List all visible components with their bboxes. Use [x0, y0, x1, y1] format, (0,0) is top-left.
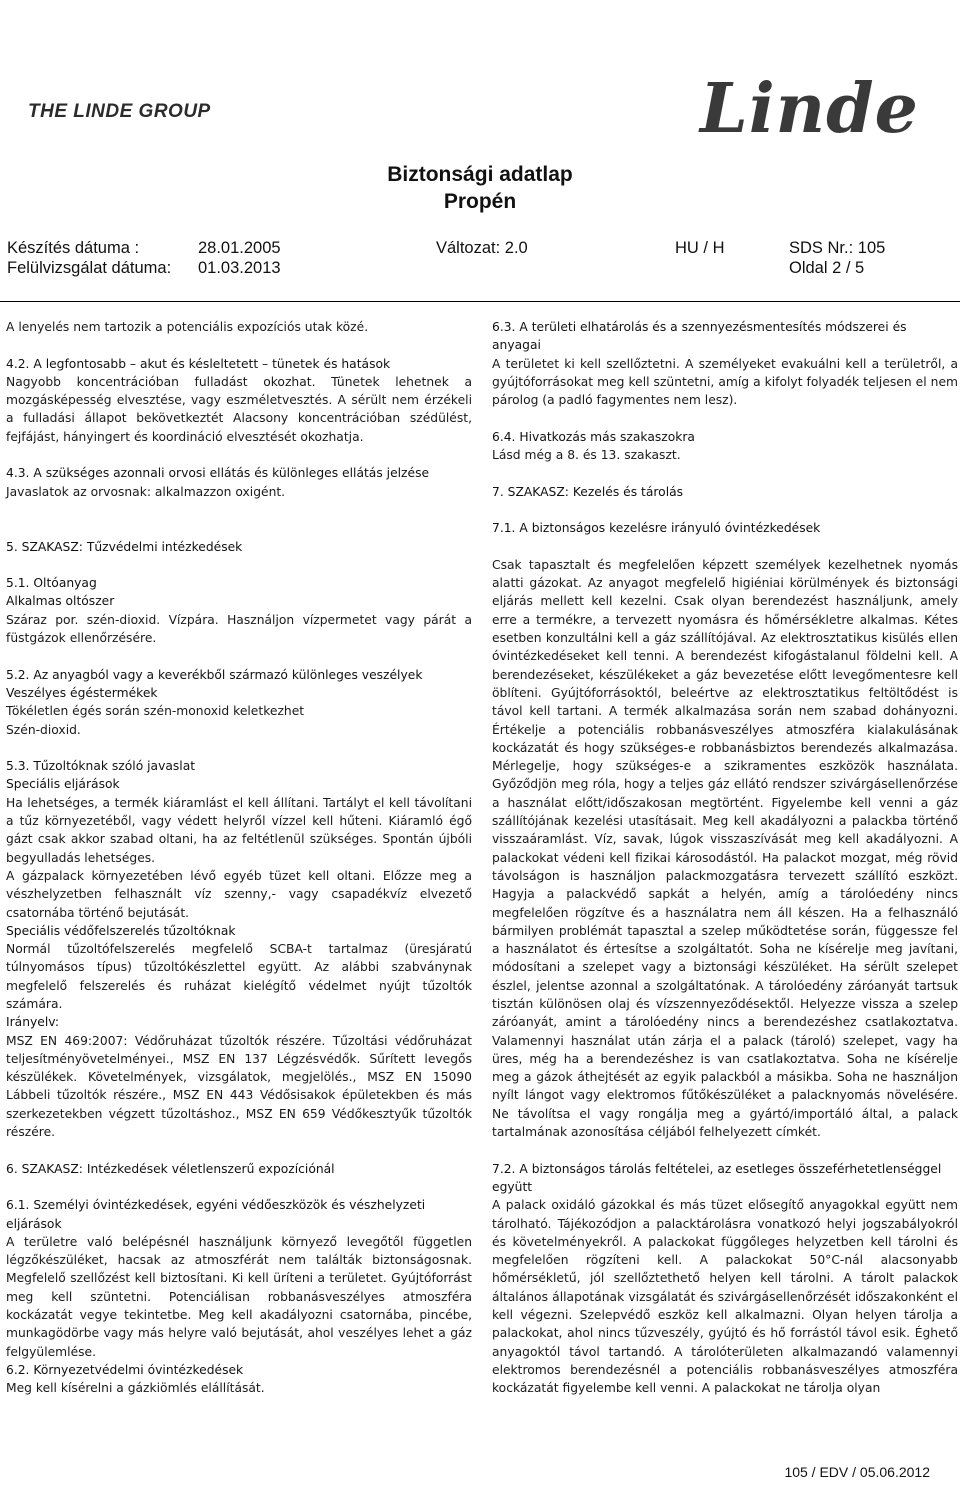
- section-7-2-text: A palack oxidáló gázokkal és más tüzet elősegítő anyagokkal együtt nem tárolható. Tájékozódjon a palacktárolásra vonatkozó helyi jogszabályokról és követelményekről. A palackokat függőleges helyzetben kell tárolni és megfelelően rögzíteni kell. A palackokat 50°C-nál alacsonyabb hőmérsékletű, jól szellőztethető helyen kell tárolni. A tárolt palackok általános állapotának vizsgálatát és szivárgásellenőrzését időszakonként el kell végezni. Szelepvédő eszköz kell alkalmazni. Olyan helyen tárolja a palackokat, ahol nincs tűzveszély, gyújtó és hő forrástól távol esik. Éghető anyagoktól távol tartandó. A tárolóterületen alkalmazandó valamennyi elektromos berendezésnél a potenciális robbanásveszélyes atmoszféra kockázatát figyelembe kell venni. A palackokat ne tárolja olyan: [492, 1198, 958, 1396]
- section-5-3-text-1: Ha lehetséges, a termék kiáramlást el kell állítani. Tartályt el kell távolítani a tűz környezetéből, vagy védett helyről vízzel kell hűteni. Kiáramló égő gázt csak akkor szabad oltani, ha az feltétlenül szükséges. Spontán újbóli begyulladás lehetséges.: [6, 795, 472, 865]
- section-4-3-text: Javaslatok az orvosnak: alkalmazzon oxigént.: [6, 484, 286, 499]
- created-label: Készítés dátuma :: [7, 239, 140, 257]
- section-5-3-heading: 5.3. Tűzoltóknak szóló javaslat: [6, 759, 196, 774]
- document-title: Biztonsági adatlap: [387, 163, 573, 186]
- header-divider: [0, 301, 960, 302]
- section-7-2-heading: 7.2. A biztonságos tárolás feltételei, az esetleges összeférhetetlenséggel együtt: [492, 1161, 942, 1194]
- footer-code: 105 / EDV / 05.06.2012: [784, 1464, 930, 1480]
- sds-number: SDS Nr.: 105: [789, 239, 886, 257]
- section-6-3-text: A területet ki kell szellőztetni. A személyeket evakuálni kell a területről, a gyújtóforrásokat meg kell szüntetni, amíg a kifolyt folyadék teljesen el nem párolog (a padló fagymentes nem lesz).: [492, 356, 958, 408]
- reviewed-date: 01.03.2013: [198, 259, 281, 277]
- section-5-3-text-2: A gázpalack környezetében lévő egyéb tüzet kell oltani. Előzze meg a vészhelyzetben felhasznált víz szenny,- vagy csapadékvíz elvezető csatornába történő bejutását.: [6, 868, 472, 920]
- section-5-1-heading: 5.1. Oltóanyag: [6, 576, 97, 591]
- section-5-1-text: Száraz por. szén-dioxid. Vízpára. Használjon vízpermetet vagy párát a füstgázok ellenőrzésére.: [6, 612, 472, 646]
- section-5-2-heading: 5.2. Az anyagból vagy a keverékből származó különleges veszélyek: [6, 667, 423, 682]
- linde-group-logo: THE LINDE GROUP: [28, 101, 211, 122]
- product-name: Propén: [443, 190, 517, 213]
- section-5-3-subheading-3: Irányelv:: [6, 1015, 60, 1030]
- section-6-4-heading: 6.4. Hivatkozás más szakaszokra: [492, 429, 695, 444]
- section-5-2-text-1: Tökéletlen égés során szén-monoxid keletkezhet: [6, 704, 305, 719]
- section-7-1-text: Csak tapasztalt és megfelelően képzett személyek kezelhetnek nyomás alatti gázokat. Az anyagot megfelelő higiéniai körülmények és biztonsági eljárás mellett kell kezelni. Csak olyan berendezést használjunk, amely erre a termékre, a tervezett nyomásra és hőmérsékletre alkalmas. Kétes esetben konzultálni kell a gáz szállítójával. Az elektrosztatikus kisülés ellen óvintézkedéseket kell tenni. A berendezést kifogástalanul földelni kell. A berendezéseket, készülékeket a gáz bevezetése előtt levegőmentesre kell öblíteni. Gyújtóforrásoktól, beleértve az elektrosztatikus feltöltődést is távol kell tartani. A termék alkalmazása során nem szabad dohányozni. Értékelje a potenciális robbanásveszélyes atmoszféra kialakulásának kockázatát és hogy szükséges-e robbanásbiztos berendezés alkalmazása. Mérlegelje, hogy szükséges-e a szikramentes eszközök használata. Győződjön meg róla, hogy a teljes gáz ellátó rendszer szivárgásellenőrzése a használat előtt/időszakosan megtörtént. Figyelembe kell venni a gáz szállítójának kezelési utasításait. Meg kell akadályozni a palackba történő visszaáramlást. Víz, savak, lúgok visszaszívását meg kell akadályozni. A palackokat védeni kell fizikai károsodástól. Ha palackot mozgat, még rövid távolságon is használjon palackmozgatásra tervezett szállító eszközt. Hagyja a palackvédő sapkát a helyén, amíg a tárolóedény nincs megfelelően rögzítve és a használatra nem áll készen. Ha a felhasználó bármilyen problémát tapasztal a szelep működtetése során, függessze fel a használatot és értesítse a szolgáltatót. Soha ne kísérelje meg javítani, módosítani a szelepet vagy a biztonsági készüléket. Ha sérült szelepet észlel, jelentse azonnal a szolgáltatónak. A tárolóedény záróanyát tartsuk tisztán különösen olaj és vízszennyeződésektől. Helyezze vissza a szelep záróanyát, amint a tárolóedény nincs a berendezéshez csatlakoztatva. Valamennyi használat után zárja el a palack (tároló) szelepet, vagy ha üres, még ha a berendezéshez is van csatlakoztatva. Soha ne kísérelje meg a gázok áthejtését az egyik palackból a másikba. Soha ne használjon nyílt lángot vagy elektromos fűtőkészüléket a palacknyomás növelésére. Ne távolítsa el vagy rongálja meg a gyártó/importáló által, a palack tartalmának azonosítása céljából felhelyezett címkét.: [492, 557, 958, 1140]
- ingestion-note: A lenyelés nem tartozik a potenciális expozíciós utak közé.: [6, 320, 369, 334]
- section-5-2-subheading: Veszélyes égéstermékek: [6, 685, 158, 700]
- left-column: [6, 318, 472, 1398]
- created-date: 28.01.2005: [198, 239, 281, 257]
- section-4-3-heading: 4.3. A szükséges azonnali orvosi ellátás és különleges ellátás jelzése: [6, 466, 430, 481]
- section-5-3-text-4: MSZ EN 469:2007: Védőruházat tűzoltók részére. Tűzoltási védőruházat teljesítményövetelményei., MSZ EN 137 Légzésvédők. Sűrített levegős készülékek. Követelmények, vizsgálatok, megjelölés., MSZ EN 15090 Lábbeli tűzoltók részére., MSZ EN 443 Védősisakok épületekben és más szerkezetekben végzett tűzoltáshoz., MSZ EN 659 Védőkesztyűk tűzoltók részére.: [6, 1033, 472, 1140]
- section-6-3-heading: 6.3. A területi elhatárolás és a szennyezésmentesítés módszerei és anyagai: [492, 320, 907, 353]
- linde-logo: Linde: [700, 69, 919, 149]
- section-5-3-subheading-1: Speciális eljárások: [6, 777, 120, 792]
- right-column: [492, 318, 958, 1398]
- section-6-2-text: Meg kell kísérelni a gázkiömlés elállítását.: [6, 1381, 265, 1396]
- section-6-4-text: Lásd még a 8. és 13. szakaszt.: [492, 448, 681, 463]
- section-5-3-subheading-2: Speciális védőfelszerelés tűzoltóknak: [6, 923, 236, 938]
- section-6-1-text: A területre való belépésnél használjunk környező levegőtől független légzőkészüléket, hacsak az atmoszférát nem találták biztonságosnak. Megfelelő szellőzést kell biztosítani. Ki kell üríteni a területet. Gyújtóforrást meg kell szüntetni. Potenciálisan robbanásveszélyes atmoszféra kockázatát vegye tekintetbe. Meg kell akadályozni csatornába, pincébe, munkagödörbe vagy más helyre való bejutását, ahol veszélyes lehet a gáz felgyülemlése.: [6, 1234, 472, 1359]
- section-4-2-heading: 4.2. A legfontosabb – akut és késleltetett – tünetek és hatások: [6, 356, 391, 371]
- section-4-2-text: Nagyobb koncentrációban fulladást okozhat. Tünetek lehetnek a mozgásképesség elvesztése, vagy eszméletvesztés. A sérült nem érzékeli a fulladási állapot bekövetkeztét Alacsony koncentrációban szédülést, fejfájást, hányingert és koordináció elvesztését okozhatja.: [6, 374, 472, 444]
- section-5-1-subheading: Alkalmas oltószer: [6, 594, 115, 609]
- section-5-3-text-3: Normál tűzoltófelszerelés megfelelő SCBA-t tartalmaz (üresjáratú túlnyomásos típus) tűzoltókészlettel együtt. Az alábbi szabványnak megfelelő felszerelés és ruházat kielégítő védelmet nyújt tűzoltók számára.: [6, 942, 472, 1011]
- country-code: HU / H: [675, 239, 725, 257]
- section-6-2-heading: 6.2. Környezetvédelmi óvintézkedések: [6, 1362, 244, 1377]
- section-6-1-heading: 6.1. Személyi óvintézkedések, egyéni védőeszközök és vészhelyzeti eljárások: [6, 1198, 426, 1231]
- section-7-1-heading: 7.1. A biztonságos kezelésre irányuló óvintézkedések: [492, 521, 821, 536]
- section-5-2-text-2: Szén-dioxid.: [6, 722, 81, 737]
- section-5-heading: 5. SZAKASZ: Tűzvédelmi intézkedések: [6, 539, 243, 554]
- section-6-heading: 6. SZAKASZ: Intézkedések véletlenszerű expozíciónál: [6, 1161, 335, 1176]
- section-7-heading: 7. SZAKASZ: Kezelés és tárolás: [492, 484, 684, 499]
- reviewed-label: Felülvizsgálat dátuma:: [7, 259, 172, 277]
- version: Változat: 2.0: [436, 239, 528, 257]
- page-number: Oldal 2 / 5: [789, 259, 865, 277]
